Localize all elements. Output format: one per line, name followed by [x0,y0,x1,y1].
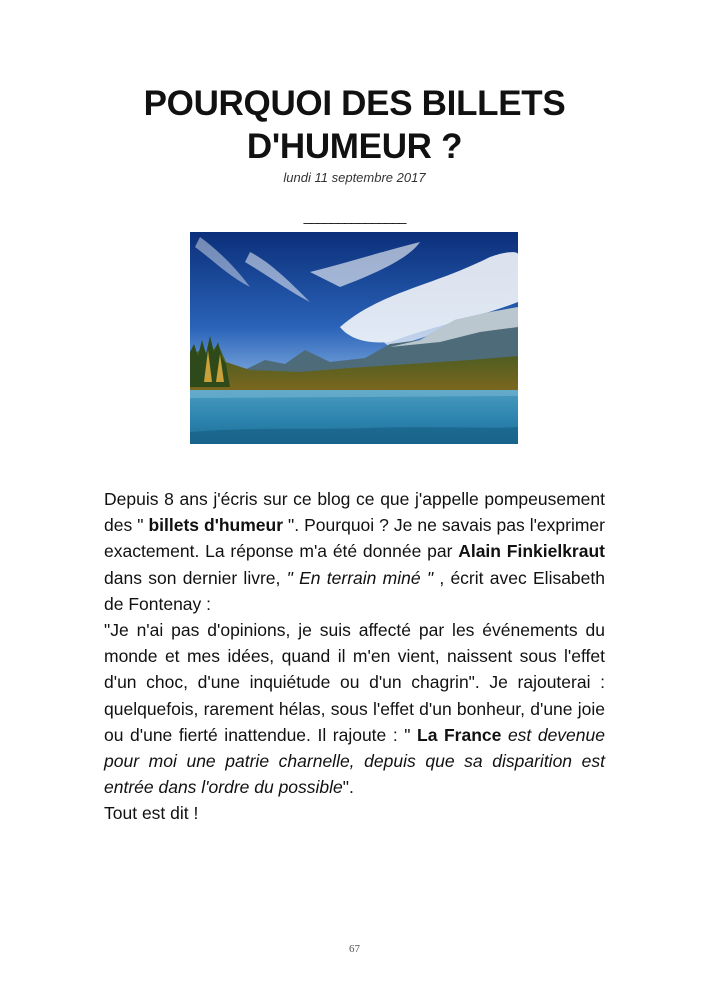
landscape-photo [190,232,518,444]
bold-la-france: La France [417,724,502,745]
page-number: 67 [349,943,360,955]
publication-date: lundi 11 septembre 2017 [283,170,426,185]
body-paragraph-2: "Je n'ai pas d'opinions, je suis affecté par les événements du monde et mes idées, quand il m'en vient, naissent sous l'effet d'un choc, d'une inquiétude ou d'un chagrin". Je rajouterai : quelquefois, rarement hélas, sous l'effet d'un bonheur, d'une joie ou d'une fierté inattendue. Il rajoute : " La France est devenue pour moi une patrie charnelle, depuis que sa disparition est entrée dans l'ordre du possible". [104,620,605,798]
body-paragraph-3: Tout est dit ! [104,803,199,824]
article-title [0,82,709,168]
article-body [104,486,605,827]
italic-quote: est devenue pour moi une patrie charnelle, depuis que sa disparition est entrée dans l'ordre du possible [104,724,605,798]
bold-billets-dhumeur: billets d'humeur [148,515,284,536]
landscape-image [190,232,518,444]
title-line-2: D'HUMEUR ? [246,127,463,166]
title-line-1: POURQUOI DES BILLETS [143,84,566,123]
book-title: " En terrain miné " [286,567,434,588]
bold-author-name: Alain Finkielkraut [458,541,605,562]
separator-line: _______________ [303,208,406,224]
body-paragraph-1: Depuis 8 ans j'écris sur ce blog ce que j'appelle pompeusement des " billets d'humeur ". Pourquoi ? Je ne savais pas l'exprimer exactement. La réponse m'a été donnée par Alain Finkielkraut dans son dernier livre, " En terrain miné " , écrit avec Elisabeth de Fontenay : [104,489,605,614]
